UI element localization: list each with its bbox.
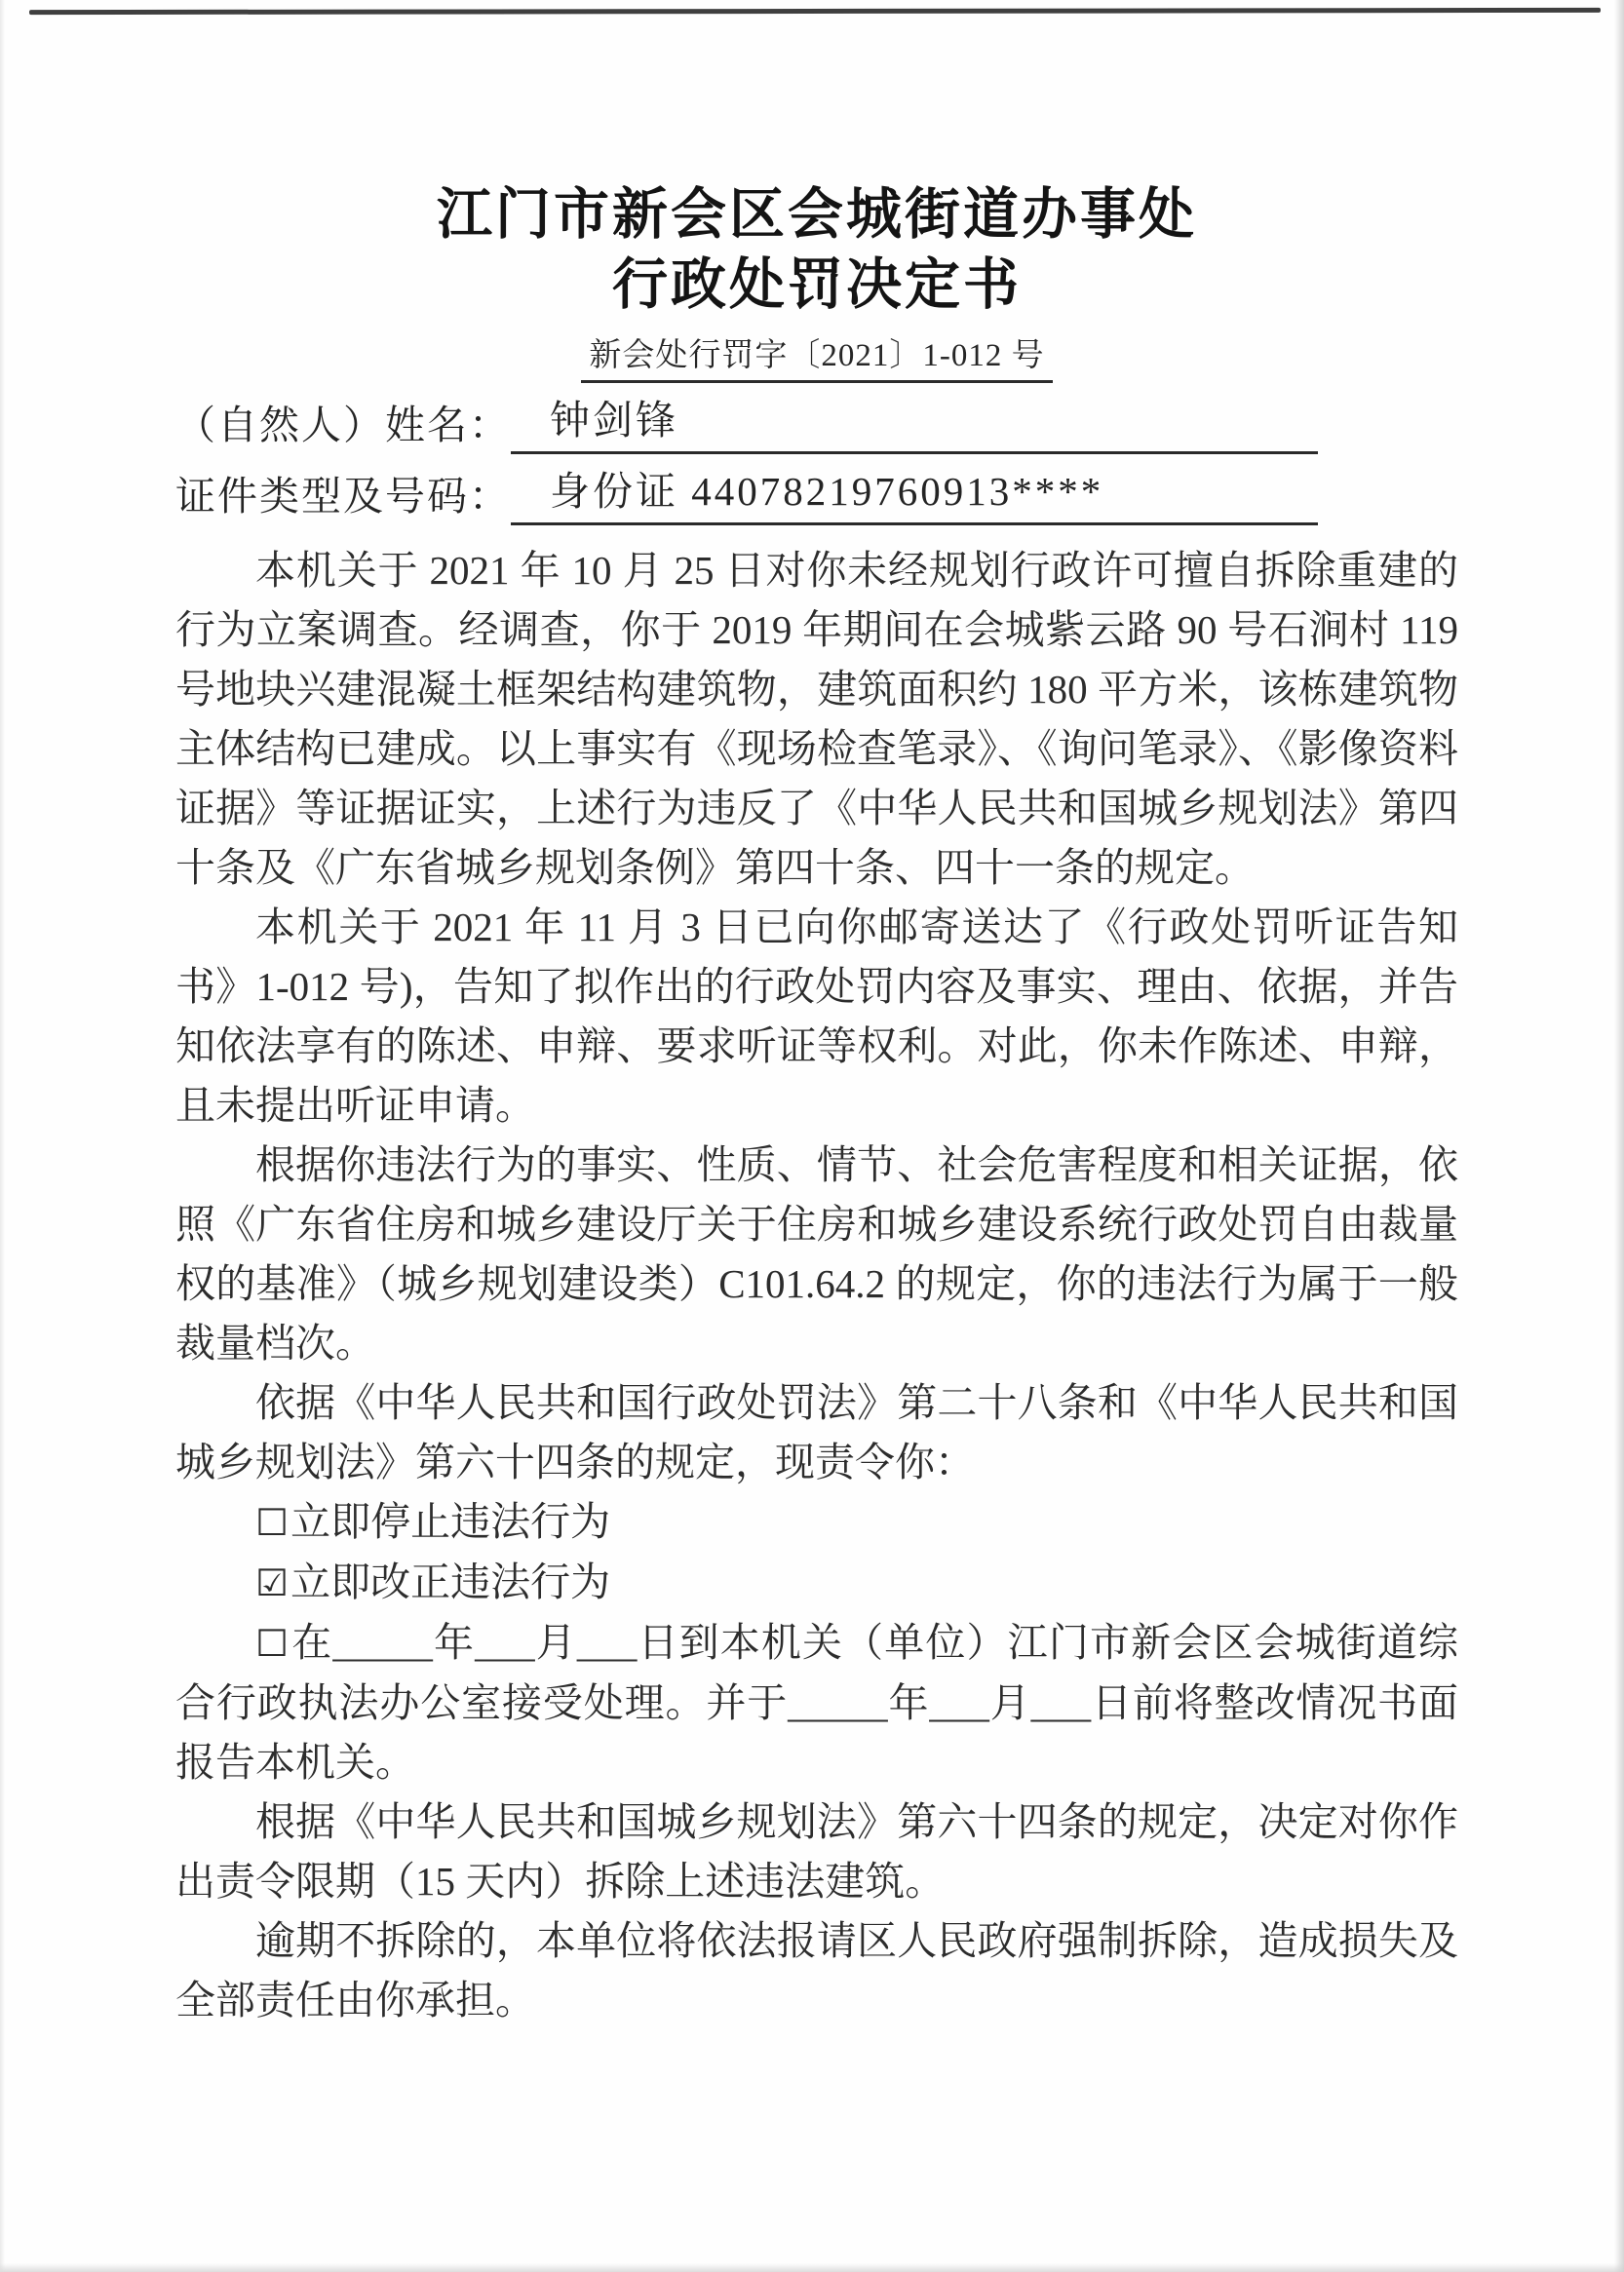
name-value: 钟剑锋 — [511, 391, 1318, 454]
checkbox-unchecked-icon: ☐ — [255, 1501, 290, 1544]
option-stop-illegal-act-label: 立即停止违法行为 — [290, 1499, 611, 1544]
document-number-text: 新会处行罚字〔2021〕1-012 号 — [581, 334, 1052, 383]
document-body — [175, 541, 1458, 2030]
document-title-line2: 行政处罚决定书 — [612, 254, 1022, 316]
option-stop-illegal-act — [255, 1492, 1458, 1553]
id-type-value: 身份证 44078219760913**** — [511, 462, 1318, 525]
id-type-label: 证件类型及号码： — [175, 474, 511, 519]
scan-edge-artifact-top — [29, 8, 1601, 15]
option-correct-illegal-act-label: 立即改正违法行为 — [290, 1560, 611, 1604]
scan-edge-artifact-right — [1614, 0, 1624, 2272]
scan-edge-artifact-left — [0, 0, 5, 2272]
option-report-deadline — [175, 1613, 1458, 1792]
scan-edge-artifact-bottom — [0, 2263, 1624, 2272]
document-title-line1: 江门市新会区会城街道办事处 — [437, 184, 1197, 246]
paragraph-demolition-decision: 根据《中华人民共和国城乡规划法》第六十四条的规定，决定对你作出责令限期（15 天内）拆除上述违法建筑。 — [175, 1799, 1458, 1904]
field-name-row — [175, 391, 1318, 454]
option-report-deadline-label: 在_____年___月___日到本机关（单位）江门市新会区会城街道综合行政执法办公室接受处理。并于_____年___月___日前将整改情况书面报告本机关。 — [175, 1620, 1458, 1785]
party-fields — [175, 391, 1318, 525]
paragraph-order-basis: 依据《中华人民共和国行政处罚法》第二十八条和《中华人民共和国城乡规划法》第六十四条的规定，现责令你： — [175, 1380, 1458, 1484]
checkbox-checked-icon: ☑ — [255, 1561, 290, 1604]
paragraph-hearing-notice: 本机关于 2021 年 11 月 3 日已向你邮寄送达了《行政处罚听证告知书》1-012 号)，告知了拟作出的行政处罚内容及事实、理由、依据，并告知依法享有的陈述、申辩、要求听证等权利。对此，你未作陈述、申辩，且未提出听证申请。 — [175, 905, 1458, 1128]
paragraph-case-facts: 本机关于 2021 年 10 月 25 日对你未经规划行政许可擅自拆除重建的行为立案调查。经调查，你于 2019 年期间在会城紫云路 90 号石涧村 119 号地块兴建混凝土框架结构建筑物，建筑面积约 180 平方米，该栋建筑物主体结构已建成。以上事实有《现场检查笔录》、《询问笔录》、《影像资料证据》等证据证实，上述行为违反了《中华人民共和国城乡规划法》第四十条及《广东省城乡规划条例》第四十条、四十一条的规定。 — [175, 548, 1458, 890]
paragraph-overdue-warning: 逾期不拆除的，本单位将依法报请区人民政府强制拆除，造成损失及全部责任由你承担。 — [175, 1918, 1458, 2022]
document-content — [175, 180, 1458, 2030]
name-label: （自然人）姓名： — [175, 403, 511, 447]
paragraph-discretion: 根据你违法行为的事实、性质、情节、社会危害程度和相关证据，依照《广东省住房和城乡建设厅关于住房和城乡建设系统行政处罚自由裁量权的基准》（城乡规划建设类）C101.64.2 的规定，你的违法行为属于一般裁量档次。 — [175, 1142, 1458, 1366]
checkbox-unchecked-icon: ☐ — [255, 1622, 290, 1665]
option-correct-illegal-act — [255, 1553, 1458, 1613]
document-number — [175, 334, 1458, 383]
field-id-row — [175, 462, 1318, 525]
